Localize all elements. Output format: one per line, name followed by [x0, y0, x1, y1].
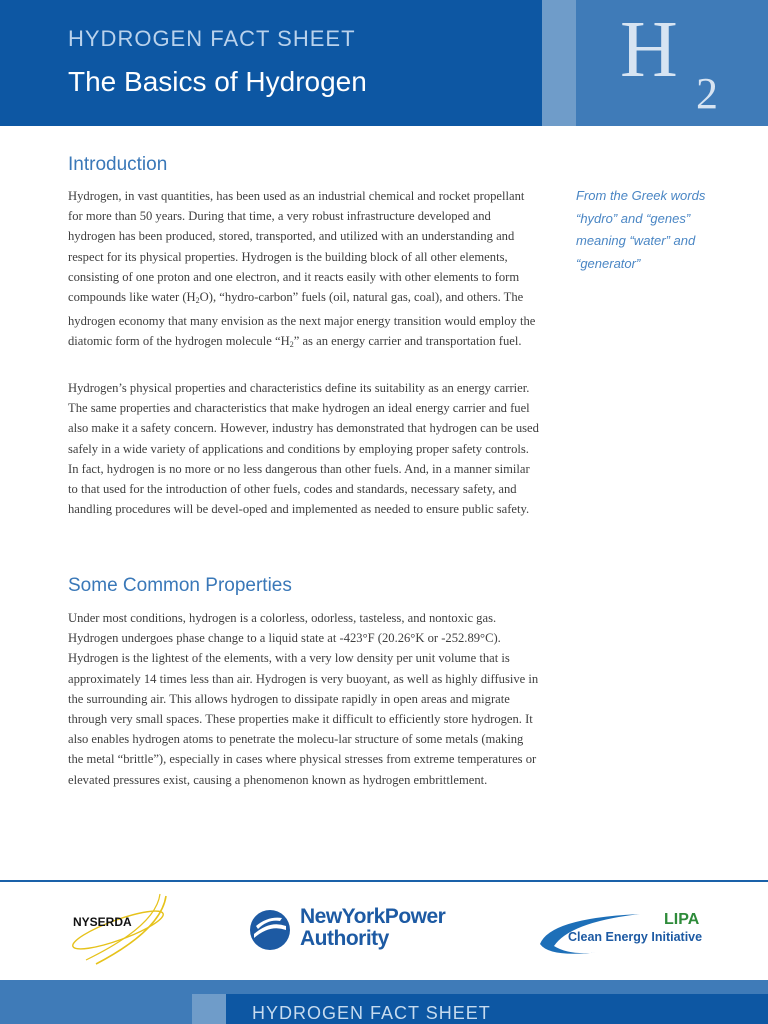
lipa-tagline: Clean Energy Initiative [568, 930, 703, 944]
nyserda-wordmark: NYSERDA [73, 915, 132, 929]
lipa-wordmark: LIPA [664, 911, 700, 928]
lipa-logo [530, 904, 720, 958]
nypa-wordmark-line-1: NewYorkPower [300, 905, 446, 928]
nyserda-logo [56, 890, 176, 968]
footer-series-label: HYDROGEN FACT SHEET [252, 1003, 491, 1023]
nypa-wordmark [300, 906, 445, 950]
nypa-emblem-icon [248, 908, 292, 952]
header-accent-stripe [542, 0, 576, 126]
intro-paragraph-2: Hydrogen’s physical properties and characteristics define its suitability as an energy carrier. The same properties and characteristics that make hydrogen an ideal energy carrier and fuel also make it a safety concern. However, industry has demonstrated that hydrogen can be used safely in a wide variety of applications and conditions by employing proper safety controls. In fact, hydrogen is no more or no less dangerous than other fuels. And, in a manner similar to that used for the introduction of other fuels, codes and standards, necessary safety, and handling procedures will be devel-oped and implemented as needed to ensure public safety. [68, 381, 539, 517]
logo-divider [0, 880, 768, 882]
page-title: The Basics of Hydrogen [68, 66, 367, 97]
properties-paragraph: Under most conditions, hydrogen is a colorless, odorless, tasteless, and nontoxic gas. Hydrogen undergoes phase change to a liquid state at -423°F (20.26°K or -252.89°C). Hydrogen is the lightest of the elements, with a very low density per unit volume that is approximately 14 times less than air. Hydrogen is very buoyant, as well as highly diffusive in the surrounding air. This allows hydrogen to dissipate rapidly in open areas and migrate through very small spaces. These properties make it difficult to efficiently store hydrogen. It also enables hydrogen atoms to penetrate the molecu-lar structure of some metals (making the metal “brittle”), especially in cases where physical stresses from extreme temperatures or elevated pressures exist, causing a phenomenon known as hydrogen embrittlement. [68, 611, 539, 787]
intro-heading: Introduction [68, 154, 168, 175]
intro-paragraph-1: Hydrogen, in vast quantities, has been used as an industrial chemical and rocket propellant for more than 50 years. During that time, a very robust infrastructure developed and hydrogen has been produced, stored, transported, and utilized with an understanding and respect for its physical properties. Hydrogen is the building block of all other elements, consisting of one proton and one electron, and it reacts easily with other elements to form compounds like water $(H_2O)$, “hydro-carbon” fuels (oil, natural gas, coal), and others. The hydrogen economy that many envision as the next major energy transition would employ the diatomic form of the hydrogen molecule “$H_2$” as an energy carrier and transportation fuel. [68, 189, 536, 350]
nypa-logo [248, 904, 458, 956]
hydrogen-symbol-letter: H [620, 6, 678, 94]
properties-heading: Some Common Properties [68, 575, 292, 596]
footer-accent-stripe [192, 994, 226, 1024]
etymology-quote: From the Greek words “hydro” and “genes” meaning “water” and “generator” [576, 188, 706, 271]
hydrogen-symbol-subscript: 2 [696, 69, 718, 118]
nypa-wordmark-line-2: Authority [300, 927, 389, 950]
series-label: HYDROGEN FACT SHEET [68, 26, 356, 51]
